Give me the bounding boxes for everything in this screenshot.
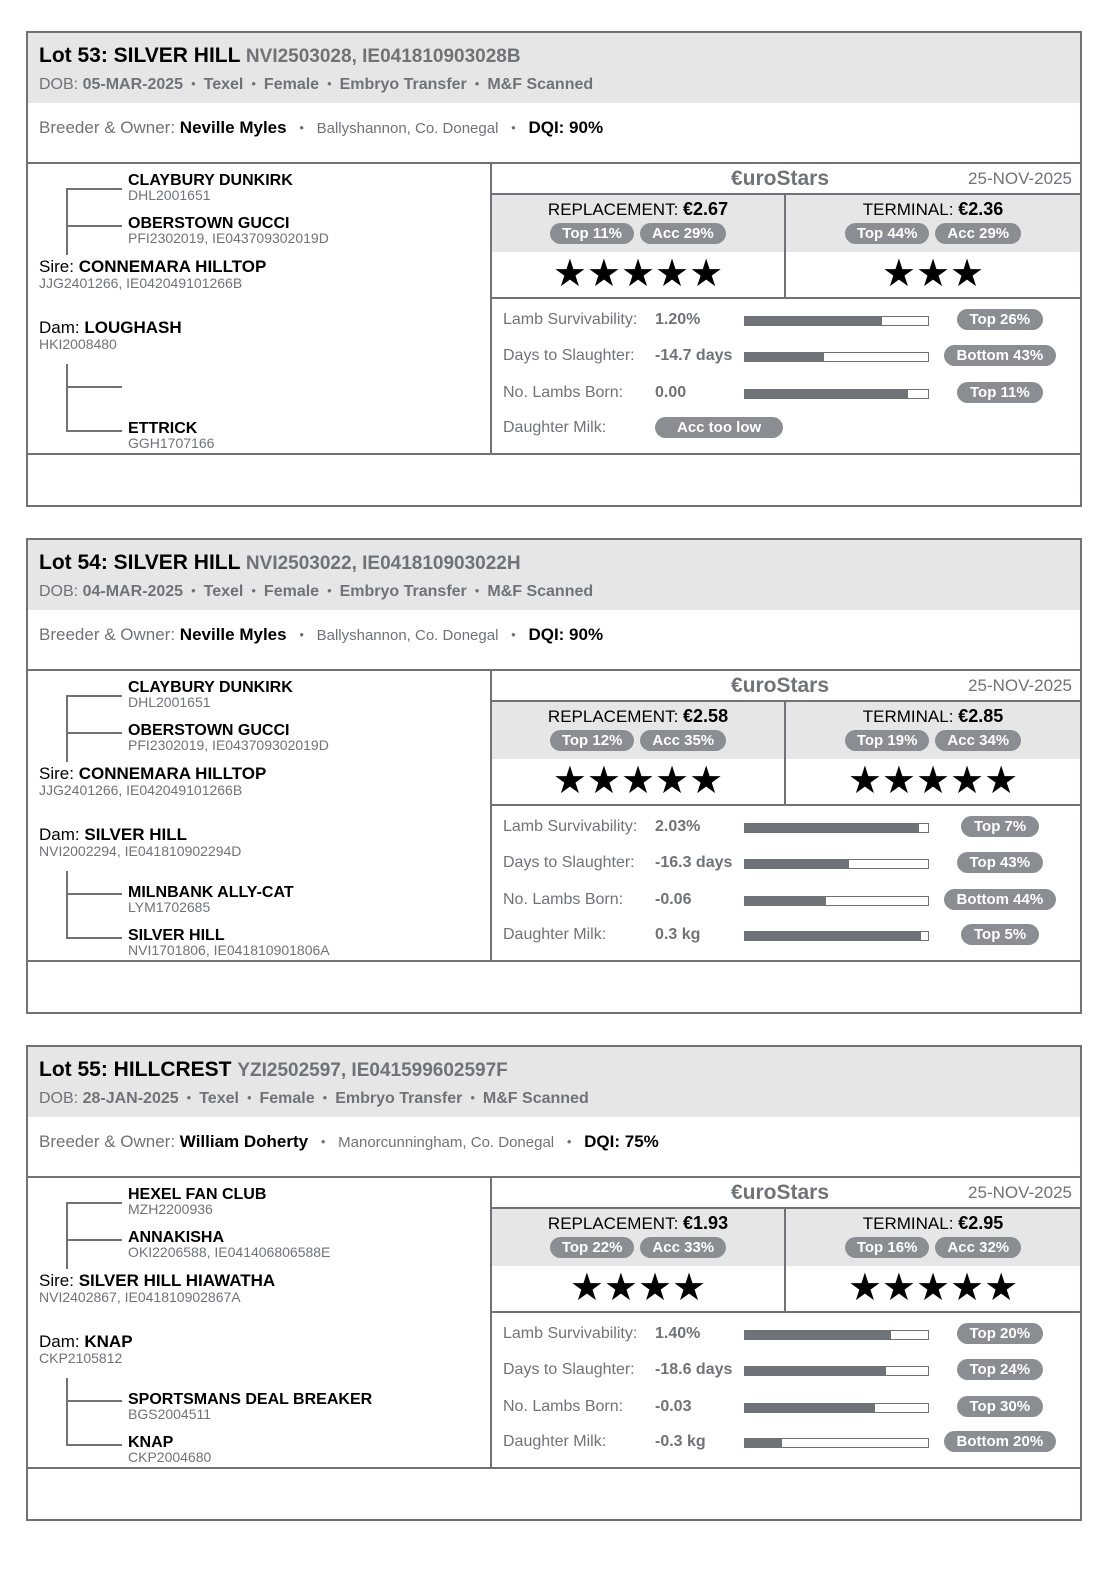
eurostars-header [492,164,1080,195]
trait-value: -0.3 kg [655,1433,706,1450]
trait-bar [744,859,929,869]
sire-name: SILVER HILL HIAWATHA [78,1271,276,1290]
dam [39,318,182,338]
lot-header [28,33,1080,103]
replacement-index [492,195,786,297]
trait-value: -0.06 [655,891,692,908]
lot-ids: NVI2503028, IE041810903028B [245,46,521,67]
dam-label: Dam: [39,825,80,844]
replacement-top-badge: Top 12% [550,730,635,751]
replacement-stars: ★★★★ [569,1267,707,1309]
pedigree-line [66,188,122,190]
trait-bar [744,389,929,399]
trait-list [492,299,1080,455]
owner-name: William Doherty [179,1132,309,1151]
owner-name: Neville Myles [179,625,287,644]
sire [39,1271,275,1291]
trait-rank-badge: Bottom 20% [944,1431,1057,1452]
sire-label: Sire: [39,764,74,783]
sire-granddam-id: PFI2302019, IE043709302019D [128,737,329,753]
breed: Texel [203,76,244,93]
lot-title: Lot 53: SILVER HILL [39,44,241,67]
dam-granddam-id: GGH1707166 [128,435,215,451]
eurostars-panel [492,671,1080,960]
terminal-stars: ★★★★★ [847,760,1019,802]
separator: • [474,583,480,598]
dam-granddam-name: ETTRICK [128,420,198,437]
sire-id: NVI2402867, IE041810902867A [39,1289,241,1305]
eurostars-header [492,671,1080,702]
trait-name: Lamb Survivability: [503,818,638,835]
terminal-label: TERMINAL: [862,1214,954,1233]
replacement-label: REPLACEMENT: [547,1214,679,1233]
trait-bar [744,1438,929,1448]
trait-bar-fill [745,860,849,868]
breed: Texel [203,583,244,600]
dob-value: 28-JAN-2025 [82,1090,179,1107]
trait-bar [744,896,929,906]
separator: • [299,627,304,642]
terminal-value: €2.85 [958,706,1004,726]
pedigree-line [66,188,68,255]
trait-bar [744,1366,929,1376]
dob-label: DOB: [39,583,79,600]
owner-location: Ballyshannon, Co. Donegal [316,120,499,137]
trait-name: Daughter Milk: [503,926,607,943]
sex: Female [259,1090,315,1107]
lot-header [28,540,1080,610]
eurostars-logo: €uroStars [731,1181,830,1204]
replacement-top-badge: Top 22% [550,1237,635,1258]
trait-bar-fill [745,1439,782,1447]
trait-rank-badge: Bottom 43% [944,345,1057,366]
replacement-index [492,1209,786,1311]
trait-value: 0.3 kg [655,926,701,943]
separator: • [251,76,256,91]
terminal-index [786,702,1080,804]
trait-name: Daughter Milk: [503,419,607,436]
terminal-acc-badge: Acc 34% [935,730,1021,751]
replacement-stars: ★★★★★ [552,760,724,802]
sire-id: JJG2401266, IE042049101266B [39,275,243,291]
trait-value: 0.00 [655,384,687,401]
trait-bar-fill [745,1367,886,1375]
lot-card [26,1045,1082,1521]
index-row [492,702,1080,806]
trait-bar [744,931,929,941]
separator: • [251,583,256,598]
dob-line [39,76,1080,94]
dam-id: CKP2105812 [39,1350,123,1366]
separator: • [474,76,480,91]
trait-rank-badge: Top 7% [961,816,1039,837]
lot-card [26,31,1082,507]
dob-label: DOB: [39,1090,79,1107]
owner-location: Ballyshannon, Co. Donegal [316,627,499,644]
lot-ids: NVI2503022, IE041810903022H [245,553,521,574]
sire-grandsire-name: HEXEL FAN CLUB [128,1186,267,1203]
separator: • [470,1090,475,1105]
sire-granddam-id: OKI2206588, IE041406806588E [128,1244,331,1260]
dam-id: HKI2008480 [39,336,117,352]
owner-line [28,1117,1080,1178]
dob-line [39,583,1080,601]
trait-name: No. Lambs Born: [503,1398,624,1415]
trait-value: -16.3 days [655,854,733,871]
eurostars-panel [492,164,1080,453]
replacement-acc-badge: Acc 35% [640,730,726,751]
origin: Embryo Transfer [335,1090,463,1107]
trait-name: Lamb Survivability: [503,1325,638,1342]
trait-row [492,1394,1080,1424]
dam-granddam-id: CKP2004680 [128,1449,212,1465]
eurostars-panel [492,1178,1080,1467]
sire [39,764,266,784]
dam-grandsire-id: LYM1702685 [128,899,211,915]
pedigree-line [66,1202,122,1204]
lot-title: Lot 55: HILLCREST [39,1058,232,1081]
dam-granddam-name: SILVER HILL [128,927,225,944]
trait-row [492,415,1080,445]
trait-value: -14.7 days [655,347,733,364]
pedigree-line [66,937,122,939]
pedigree-line [66,1444,122,1446]
separator: • [320,1134,326,1149]
pedigree [28,164,492,453]
lot-title-line [39,1057,1080,1084]
trait-row [492,1321,1080,1351]
trait-row [492,307,1080,337]
trait-row [492,1357,1080,1387]
sire-label: Sire: [39,1271,74,1290]
terminal-value: €2.36 [958,199,1004,219]
trait-bar-fill [745,897,826,905]
breeder-label: Breeder & Owner: [39,625,176,644]
terminal-value: €2.95 [958,1213,1004,1233]
separator: • [246,1090,252,1105]
sire-id: JJG2401266, IE042049101266B [39,782,243,798]
dob-line [39,1090,1080,1108]
trait-row [492,380,1080,410]
replacement-value: €2.58 [683,706,729,726]
trait-bar-fill [745,932,921,940]
eurostars-logo: €uroStars [731,167,830,190]
dqi: DQI: 90% [528,625,604,644]
trait-row [492,814,1080,844]
separator: • [191,583,196,598]
dam-grandsire-name: MILNBANK ALLY-CAT [128,884,294,901]
dam-grandsire-name: SPORTSMANS DEAL BREAKER [128,1391,373,1408]
terminal-acc-badge: Acc 29% [935,223,1021,244]
lot-ids: YZI2502597, IE041599602597F [237,1060,508,1081]
scanned: M&F Scanned [487,583,594,600]
separator: • [186,1090,192,1105]
trait-row [492,1429,1080,1459]
lot-title-line [39,550,1080,577]
origin: Embryo Transfer [339,76,467,93]
eurostars-logo: €uroStars [731,674,830,697]
replacement-top-badge: Top 11% [550,223,634,244]
sex: Female [263,583,320,600]
lot-card [26,538,1082,1014]
breeder-label: Breeder & Owner: [39,1132,176,1151]
trait-bar-fill [745,353,824,361]
terminal-index [786,1209,1080,1311]
trait-value: -18.6 days [655,1361,733,1378]
trait-bar [744,823,929,833]
trait-rank-badge: Top 20% [957,1323,1044,1344]
trait-name: No. Lambs Born: [503,384,624,401]
trait-bar-fill [745,1331,891,1339]
lot-body [28,1178,1080,1469]
pedigree-line [66,386,122,388]
eurostars-date: 25-NOV-2025 [968,169,1072,188]
replacement-index [492,702,786,804]
trait-name: Days to Slaughter: [503,854,635,871]
sire-name: CONNEMARA HILLTOP [78,764,267,783]
trait-bar-fill [745,1404,875,1412]
scanned: M&F Scanned [487,76,594,93]
pedigree-line [66,225,122,227]
trait-value: 1.20% [655,311,701,328]
owner-line [28,610,1080,671]
terminal-top-badge: Top 19% [845,730,930,751]
sire-grandsire-name: CLAYBURY DUNKIRK [128,679,293,696]
separator: • [299,120,304,135]
index-row [492,1209,1080,1313]
trait-name: No. Lambs Born: [503,891,624,908]
eurostars-date: 25-NOV-2025 [968,1183,1072,1202]
replacement-value: €1.93 [683,1213,729,1233]
dam-grandsire-id: BGS2004511 [128,1406,212,1422]
dam-id: NVI2002294, IE041810902294D [39,843,242,859]
index-row [492,195,1080,299]
owner-location: Manorcunningham, Co. Donegal [338,1134,555,1151]
trait-name: Lamb Survivability: [503,311,638,328]
trait-list [492,806,1080,962]
replacement-label: REPLACEMENT: [547,200,679,219]
scanned: M&F Scanned [482,1090,589,1107]
dob-label: DOB: [39,76,79,93]
terminal-index [786,195,1080,297]
sire-grandsire-id: DHL2001651 [128,694,211,710]
trait-bar [744,1403,929,1413]
trait-rank-badge: Top 5% [961,924,1039,945]
trait-value: 1.40% [655,1325,701,1342]
pedigree [28,1178,492,1467]
lot-body [28,164,1080,455]
pedigree-line [66,364,68,431]
sire-granddam-name: ANNAKISHA [128,1229,224,1246]
pedigree-line [66,1400,122,1402]
trait-bar [744,1330,929,1340]
lot-title-line [39,43,1080,70]
sire-granddam-name: OBERSTOWN GUCCI [128,722,290,739]
lot-header [28,1047,1080,1117]
terminal-acc-badge: Acc 32% [935,1237,1021,1258]
separator: • [511,627,516,642]
owner-line [28,103,1080,164]
sire [39,257,266,277]
trait-rank-badge: Top 11% [957,382,1043,403]
separator: • [322,1090,328,1105]
pedigree-line [66,1239,122,1241]
dqi: DQI: 90% [528,118,604,137]
sex: Female [263,76,320,93]
replacement-acc-badge: Acc 33% [640,1237,726,1258]
dob-value: 05-MAR-2025 [82,76,184,93]
pedigree-line [66,1202,68,1269]
breed: Texel [199,1090,239,1107]
replacement-value: €2.67 [683,199,729,219]
trait-value: -0.03 [655,1398,692,1415]
trait-bar-fill [745,317,882,325]
pedigree-line [66,695,122,697]
replacement-acc-badge: Acc 29% [640,223,726,244]
separator: • [327,583,332,598]
eurostars-header [492,1178,1080,1209]
sire-grandsire-id: MZH2200936 [128,1201,213,1217]
sire-granddam-id: PFI2302019, IE043709302019D [128,230,329,246]
lot-body [28,671,1080,962]
pedigree-line [66,732,122,734]
trait-name: Days to Slaughter: [503,347,635,364]
trait-row [492,922,1080,952]
trait-list [492,1313,1080,1469]
origin: Embryo Transfer [339,583,467,600]
trait-rank-badge: Top 24% [957,1359,1044,1380]
terminal-label: TERMINAL: [862,200,954,219]
trait-name: Days to Slaughter: [503,1361,635,1378]
sire-grandsire-name: CLAYBURY DUNKIRK [128,172,293,189]
trait-value: 2.03% [655,818,701,835]
replacement-label: REPLACEMENT: [547,707,679,726]
trait-row [492,887,1080,917]
sire-label: Sire: [39,257,74,276]
terminal-stars: ★★★ [881,253,985,295]
trait-rank-badge: Top 26% [957,309,1044,330]
dqi: DQI: 75% [584,1132,659,1151]
trait-name: Daughter Milk: [503,1433,607,1450]
sire-name: CONNEMARA HILLTOP [78,257,267,276]
terminal-stars: ★★★★★ [847,1267,1019,1309]
lot-title: Lot 54: SILVER HILL [39,551,241,574]
eurostars-date: 25-NOV-2025 [968,676,1072,695]
trait-bar [744,316,929,326]
dam [39,825,187,845]
dam-label: Dam: [39,318,80,337]
trait-bar-fill [745,390,908,398]
terminal-label: TERMINAL: [862,707,954,726]
trait-bar [744,352,929,362]
trait-rank-badge: Top 43% [957,852,1044,873]
dam-name: LOUGHASH [84,318,182,337]
dam-name: KNAP [84,1332,133,1351]
dam [39,1332,133,1352]
terminal-top-badge: Top 16% [845,1237,930,1258]
replacement-stars: ★★★★★ [552,253,724,295]
sire-granddam-name: OBERSTOWN GUCCI [128,215,290,232]
pedigree-line [66,871,68,938]
separator: • [327,76,332,91]
trait-accuracy-badge: Acc too low [655,417,783,438]
separator: • [191,76,196,91]
pedigree-line [66,430,122,432]
pedigree-line [66,893,122,895]
pedigree-line [66,695,68,762]
sire-grandsire-id: DHL2001651 [128,187,211,203]
dam-granddam-name: KNAP [128,1434,174,1451]
trait-bar-fill [745,824,919,832]
breeder-label: Breeder & Owner: [39,118,176,137]
pedigree-line [66,1378,68,1445]
separator: • [566,1134,572,1149]
owner-name: Neville Myles [179,118,287,137]
trait-rank-badge: Bottom 44% [944,889,1057,910]
dam-granddam-id: NVI1701806, IE041810901806A [128,942,330,958]
dam-label: Dam: [39,1332,80,1351]
dam-name: SILVER HILL [84,825,187,844]
trait-rank-badge: Top 30% [957,1396,1044,1417]
dob-value: 04-MAR-2025 [82,583,184,600]
separator: • [511,120,516,135]
terminal-top-badge: Top 44% [845,223,930,244]
trait-row [492,850,1080,880]
trait-row [492,343,1080,373]
pedigree [28,671,492,960]
